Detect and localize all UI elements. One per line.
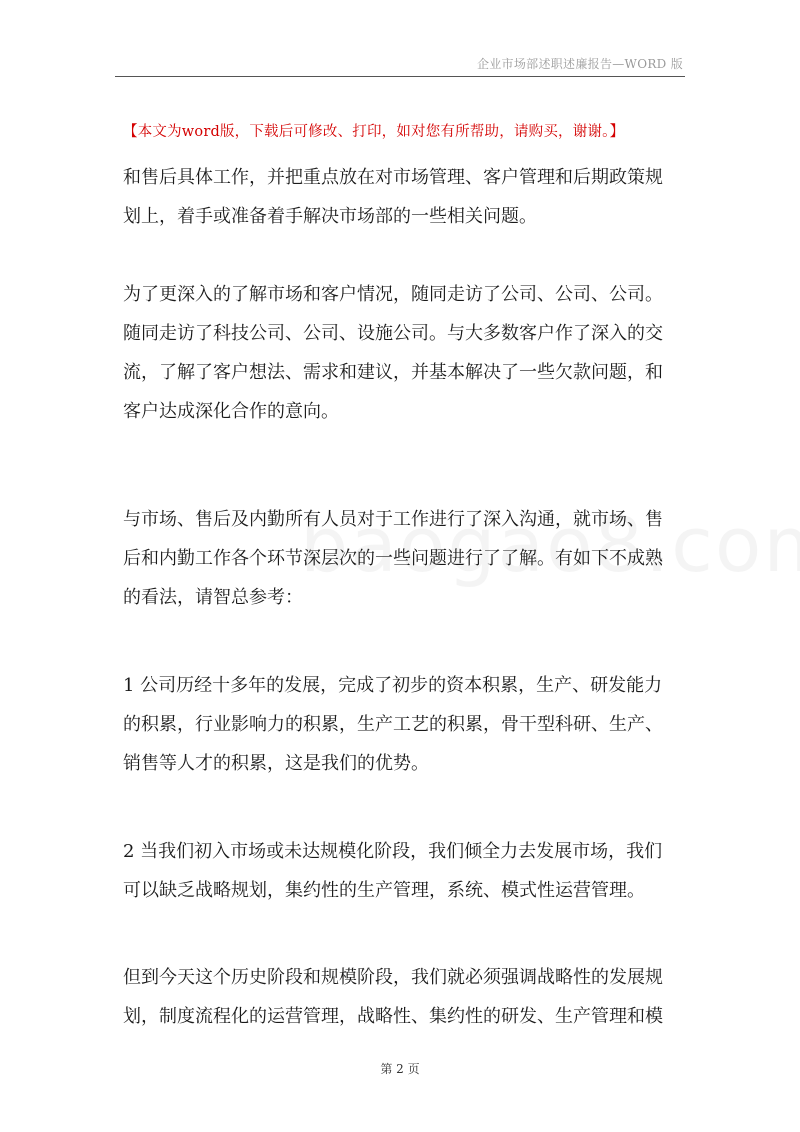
text-line: 划，制度流程化的运营管理，战略性、集约性的研发、生产管理和模 — [123, 1006, 663, 1027]
paragraph-2 — [123, 275, 685, 431]
paragraph-3 — [123, 500, 685, 617]
paragraph-5 — [123, 832, 685, 910]
text-line: 1 公司历经十多年的发展，完成了初步的资本积累，生产、研发能力 — [123, 675, 663, 696]
text-line: 和售后具体工作，并把重点放在对市场管理、客户管理和后期政策规 — [123, 167, 663, 188]
page-header — [115, 54, 685, 77]
text-line: 的积累，行业影响力的积累，生产工艺的积累，骨干型科研、生产、 — [123, 714, 663, 735]
document-title-header: 企业市场部述职述廉报告—WORD 版 — [476, 57, 683, 71]
text-line: 可以缺乏战略规划，集约性的生产管理，系统、模式性运营管理。 — [123, 880, 645, 901]
text-line: 2 当我们初入市场或未达规模化阶段，我们倾全力去发展市场，我们 — [123, 841, 663, 862]
text-line: 客户达成深化合作的意向。 — [123, 401, 339, 422]
purchase-notice: 【本文为word版，下载后可修改、打印，如对您有所帮助，请购买，谢谢。】 — [123, 124, 625, 140]
paragraph-4 — [123, 666, 685, 783]
paragraph-6 — [123, 958, 685, 1036]
text-line: 的看法，请智总参考： — [123, 587, 303, 608]
text-line: 为了更深入的了解市场和客户情况，随同走访了公司、公司、公司。 — [123, 284, 663, 305]
paragraph-1 — [123, 158, 685, 236]
text-line: 流，了解了客户想法、需求和建议，并基本解决了一些欠款问题，和 — [123, 362, 663, 383]
text-line: 与市场、售后及内勤所有人员对于工作进行了深入沟通，就市场、售 — [123, 509, 663, 530]
text-line: 销售等人才的积累，这是我们的优势。 — [123, 753, 429, 774]
text-line: 后和内勤工作各个环节深层次的一些问题进行了了解。有如下不成熟 — [123, 548, 663, 569]
text-line: 随同走访了科技公司、公司、设施公司。与大多数客户作了深入的交 — [123, 323, 663, 344]
text-line: 划上，着手或准备着手解决市场部的一些相关问题。 — [123, 206, 537, 227]
text-line: 但到今天这个历史阶段和规模阶段，我们就必须强调战略性的发展规 — [123, 967, 663, 988]
page-number: 第 2 页 — [380, 1062, 420, 1076]
